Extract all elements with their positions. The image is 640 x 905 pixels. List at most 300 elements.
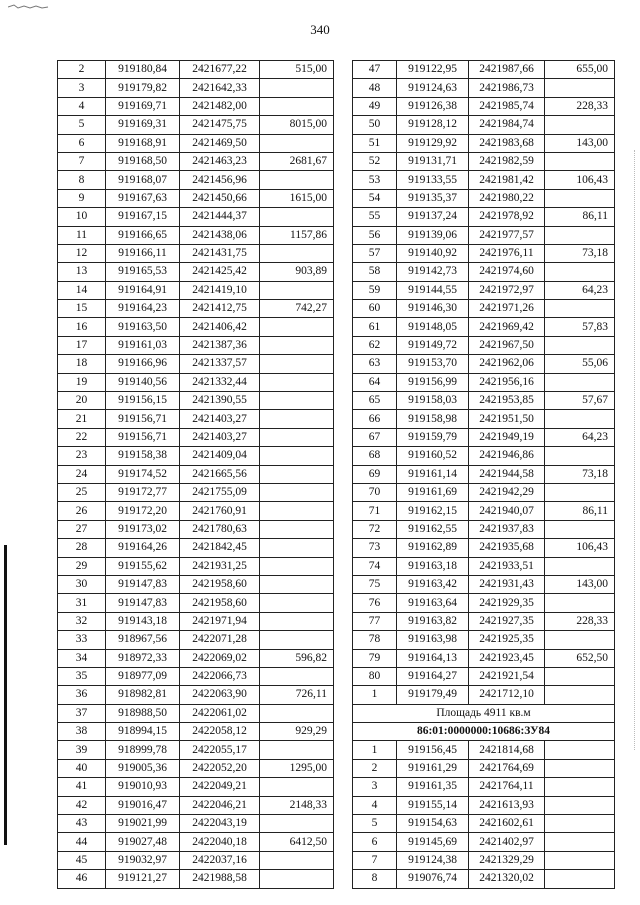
distance xyxy=(260,355,334,373)
point-number: 50 xyxy=(353,116,397,134)
point-number: 8 xyxy=(58,171,106,189)
point-number: 66 xyxy=(353,410,397,428)
coord-y: 2421923,45 xyxy=(469,649,545,667)
distance: 73,18 xyxy=(545,465,615,483)
coord-x: 919172,20 xyxy=(106,502,180,520)
coord-y: 2421967,50 xyxy=(469,336,545,354)
table-row xyxy=(58,152,334,170)
table-row xyxy=(58,116,334,134)
distance xyxy=(545,336,615,354)
coord-x: 919154,63 xyxy=(397,815,469,833)
distance: 1615,00 xyxy=(260,189,334,207)
point-number: 34 xyxy=(58,649,106,667)
coord-y: 2421933,51 xyxy=(469,557,545,575)
point-number: 3 xyxy=(58,79,106,97)
distance xyxy=(260,428,334,446)
coord-y: 2421475,75 xyxy=(180,116,260,134)
coord-x: 919005,36 xyxy=(106,759,180,777)
point-number: 6 xyxy=(58,134,106,152)
table-row xyxy=(353,833,615,851)
coord-x: 919021,99 xyxy=(106,815,180,833)
point-number: 33 xyxy=(58,631,106,649)
point-number: 5 xyxy=(58,116,106,134)
table-row xyxy=(58,612,334,630)
coord-x: 919161,35 xyxy=(397,778,469,796)
distance: 652,50 xyxy=(545,649,615,667)
coord-x: 919155,62 xyxy=(106,557,180,575)
distance xyxy=(545,226,615,244)
distance xyxy=(260,539,334,557)
coord-y: 2422069,02 xyxy=(180,649,260,667)
point-number: 24 xyxy=(58,465,106,483)
coord-x: 919133,55 xyxy=(397,171,469,189)
table-row xyxy=(353,410,615,428)
distance xyxy=(545,79,615,97)
distance: 1157,86 xyxy=(260,226,334,244)
point-number: 1 xyxy=(353,686,397,704)
table-row xyxy=(58,373,334,391)
coord-y: 2421402,97 xyxy=(469,833,545,851)
coord-x: 919076,74 xyxy=(397,870,469,888)
point-number: 63 xyxy=(353,355,397,373)
table-row xyxy=(58,796,334,814)
distance xyxy=(260,594,334,612)
coord-y: 2421958,60 xyxy=(180,594,260,612)
distance: 6412,50 xyxy=(260,833,334,851)
coord-x: 919147,83 xyxy=(106,575,180,593)
coord-y: 2421983,68 xyxy=(469,134,545,152)
point-number: 37 xyxy=(58,704,106,722)
table-row xyxy=(353,392,615,410)
page-number: 340 xyxy=(310,22,330,37)
coord-x: 919146,30 xyxy=(397,300,469,318)
point-number: 29 xyxy=(58,557,106,575)
coord-y: 2421969,42 xyxy=(469,318,545,336)
point-number: 51 xyxy=(353,134,397,152)
coord-x: 919144,55 xyxy=(397,281,469,299)
table-row xyxy=(353,134,615,152)
distance xyxy=(545,152,615,170)
distance xyxy=(545,116,615,134)
distance xyxy=(545,410,615,428)
distance: 742,27 xyxy=(260,300,334,318)
area-label: Площадь 4911 кв.м xyxy=(353,704,615,722)
table-row xyxy=(353,428,615,446)
coord-y: 2422071,28 xyxy=(180,631,260,649)
coord-y: 2422052,20 xyxy=(180,759,260,777)
coord-x: 919163,50 xyxy=(106,318,180,336)
coordinates-table-right xyxy=(352,60,615,889)
coord-x: 918977,09 xyxy=(106,667,180,685)
table-row xyxy=(58,833,334,851)
coord-y: 2421956,16 xyxy=(469,373,545,391)
coord-x: 919153,70 xyxy=(397,355,469,373)
distance xyxy=(260,465,334,483)
coord-y: 2421921,54 xyxy=(469,667,545,685)
point-number: 36 xyxy=(58,686,106,704)
table-row xyxy=(58,778,334,796)
coord-x: 919027,48 xyxy=(106,833,180,851)
coord-y: 2421946,86 xyxy=(469,447,545,465)
scan-margin-bar xyxy=(4,545,7,845)
coord-y: 2421419,10 xyxy=(180,281,260,299)
point-number: 47 xyxy=(353,61,397,79)
coord-x: 918967,56 xyxy=(106,631,180,649)
point-number: 57 xyxy=(353,244,397,262)
coord-y: 2421931,43 xyxy=(469,575,545,593)
table-row xyxy=(353,483,615,501)
coord-y: 2421981,42 xyxy=(469,171,545,189)
point-number: 77 xyxy=(353,612,397,630)
coord-y: 2421431,75 xyxy=(180,244,260,262)
distance xyxy=(545,667,615,685)
point-number: 46 xyxy=(58,870,106,888)
table-row xyxy=(58,686,334,704)
table-row xyxy=(353,594,615,612)
coord-y: 2421320,02 xyxy=(469,870,545,888)
distance: 1295,00 xyxy=(260,759,334,777)
coord-y: 2421944,58 xyxy=(469,465,545,483)
distance: 86,11 xyxy=(545,208,615,226)
coord-y: 2421760,91 xyxy=(180,502,260,520)
coord-x: 919167,63 xyxy=(106,189,180,207)
point-number: 60 xyxy=(353,300,397,318)
coord-x: 919122,95 xyxy=(397,61,469,79)
table-row xyxy=(58,557,334,575)
point-number: 15 xyxy=(58,300,106,318)
point-number: 48 xyxy=(353,79,397,97)
coord-x: 919139,06 xyxy=(397,226,469,244)
distance xyxy=(260,557,334,575)
coord-y: 2421469,50 xyxy=(180,134,260,152)
distance xyxy=(260,171,334,189)
coord-y: 2422049,21 xyxy=(180,778,260,796)
distance xyxy=(260,392,334,410)
distance: 64,23 xyxy=(545,428,615,446)
point-number: 79 xyxy=(353,649,397,667)
distance xyxy=(260,870,334,888)
table-row xyxy=(58,263,334,281)
distance xyxy=(260,704,334,722)
distance: 515,00 xyxy=(260,61,334,79)
coord-y: 2422037,16 xyxy=(180,851,260,869)
distance: 596,82 xyxy=(260,649,334,667)
table-row xyxy=(353,649,615,667)
distance xyxy=(260,97,334,115)
coord-y: 2421842,45 xyxy=(180,539,260,557)
distance: 929,29 xyxy=(260,723,334,741)
point-number: 31 xyxy=(58,594,106,612)
distance xyxy=(260,447,334,465)
point-number: 41 xyxy=(58,778,106,796)
table-row xyxy=(58,649,334,667)
coord-y: 2421337,57 xyxy=(180,355,260,373)
coord-x: 919131,71 xyxy=(397,152,469,170)
table-row xyxy=(353,612,615,630)
point-number: 52 xyxy=(353,152,397,170)
table-row xyxy=(353,152,615,170)
point-number: 62 xyxy=(353,336,397,354)
point-number: 43 xyxy=(58,815,106,833)
coord-x: 919137,24 xyxy=(397,208,469,226)
table-row xyxy=(58,318,334,336)
point-number: 25 xyxy=(58,483,106,501)
coord-y: 2421814,68 xyxy=(469,741,545,759)
point-number: 20 xyxy=(58,392,106,410)
area-row xyxy=(353,704,615,722)
point-number: 68 xyxy=(353,447,397,465)
coord-y: 2421974,60 xyxy=(469,263,545,281)
point-number: 2 xyxy=(58,61,106,79)
table-row xyxy=(58,244,334,262)
coord-x: 919163,64 xyxy=(397,594,469,612)
point-number: 3 xyxy=(353,778,397,796)
table-row xyxy=(353,97,615,115)
point-number: 2 xyxy=(353,759,397,777)
point-number: 22 xyxy=(58,428,106,446)
table-row xyxy=(353,263,615,281)
point-number: 13 xyxy=(58,263,106,281)
point-number: 21 xyxy=(58,410,106,428)
coord-x: 919169,31 xyxy=(106,116,180,134)
point-number: 11 xyxy=(58,226,106,244)
table-row xyxy=(58,189,334,207)
coord-x: 919164,27 xyxy=(397,667,469,685)
coord-x: 919143,18 xyxy=(106,612,180,630)
coord-y: 2421937,83 xyxy=(469,520,545,538)
table-row xyxy=(58,300,334,318)
distance xyxy=(260,502,334,520)
coord-x: 919155,14 xyxy=(397,796,469,814)
coord-x: 919164,23 xyxy=(106,300,180,318)
coord-y: 2421972,97 xyxy=(469,281,545,299)
point-number: 44 xyxy=(58,833,106,851)
table-row xyxy=(353,778,615,796)
coord-y: 2422058,12 xyxy=(180,723,260,741)
table-row xyxy=(58,520,334,538)
coord-x: 919169,71 xyxy=(106,97,180,115)
table-row xyxy=(58,851,334,869)
coord-x: 919162,89 xyxy=(397,539,469,557)
coord-x: 919166,96 xyxy=(106,355,180,373)
table-row xyxy=(58,502,334,520)
coord-x: 918999,78 xyxy=(106,741,180,759)
point-number: 74 xyxy=(353,557,397,575)
point-number: 30 xyxy=(58,575,106,593)
table-row xyxy=(58,171,334,189)
distance xyxy=(545,594,615,612)
coord-x: 919135,37 xyxy=(397,189,469,207)
coord-x: 919164,13 xyxy=(397,649,469,667)
point-number: 78 xyxy=(353,631,397,649)
coord-x: 919179,82 xyxy=(106,79,180,97)
coord-x: 919124,38 xyxy=(397,851,469,869)
distance xyxy=(260,373,334,391)
coord-x: 919162,15 xyxy=(397,502,469,520)
table-row xyxy=(353,667,615,685)
distance: 143,00 xyxy=(545,134,615,152)
distance xyxy=(545,833,615,851)
coord-x: 919173,02 xyxy=(106,520,180,538)
coord-x: 919158,38 xyxy=(106,447,180,465)
distance xyxy=(260,667,334,685)
coord-x: 919167,15 xyxy=(106,208,180,226)
coord-y: 2421780,63 xyxy=(180,520,260,538)
distance: 106,43 xyxy=(545,171,615,189)
point-number: 7 xyxy=(58,152,106,170)
table-row xyxy=(353,300,615,318)
coord-y: 2421985,74 xyxy=(469,97,545,115)
distance xyxy=(260,244,334,262)
table-row xyxy=(353,759,615,777)
distance xyxy=(545,778,615,796)
distance: 55,06 xyxy=(545,355,615,373)
table-row xyxy=(353,189,615,207)
table-row xyxy=(353,373,615,391)
distance xyxy=(260,410,334,428)
point-number: 4 xyxy=(58,97,106,115)
coord-x: 919156,45 xyxy=(397,741,469,759)
coord-y: 2421987,66 xyxy=(469,61,545,79)
distance xyxy=(545,557,615,575)
point-number: 42 xyxy=(58,796,106,814)
coord-x: 919142,73 xyxy=(397,263,469,281)
point-number: 17 xyxy=(58,336,106,354)
table-row xyxy=(58,575,334,593)
coord-y: 2421977,57 xyxy=(469,226,545,244)
coord-y: 2421332,44 xyxy=(180,373,260,391)
coord-x: 919168,91 xyxy=(106,134,180,152)
distance xyxy=(545,263,615,281)
coord-y: 2421942,29 xyxy=(469,483,545,501)
table-row xyxy=(58,631,334,649)
coord-x: 919168,07 xyxy=(106,171,180,189)
distance: 903,89 xyxy=(260,263,334,281)
coord-x: 919163,42 xyxy=(397,575,469,593)
distance: 143,00 xyxy=(545,575,615,593)
table-row xyxy=(58,447,334,465)
table-row xyxy=(353,447,615,465)
coord-x: 919032,97 xyxy=(106,851,180,869)
distance: 8015,00 xyxy=(260,116,334,134)
point-number: 12 xyxy=(58,244,106,262)
distance xyxy=(545,759,615,777)
coord-x: 919179,49 xyxy=(397,686,469,704)
point-number: 39 xyxy=(58,741,106,759)
distance xyxy=(545,300,615,318)
coord-y: 2421940,07 xyxy=(469,502,545,520)
coord-y: 2422043,19 xyxy=(180,815,260,833)
coord-y: 2421463,23 xyxy=(180,152,260,170)
cadastral-label: 86:01:0000000:10686:ЗУ84 xyxy=(353,723,615,741)
point-number: 16 xyxy=(58,318,106,336)
coord-y: 2421958,60 xyxy=(180,575,260,593)
distance xyxy=(260,575,334,593)
distance xyxy=(260,134,334,152)
distance xyxy=(260,815,334,833)
coord-y: 2422040,18 xyxy=(180,833,260,851)
table-row xyxy=(58,667,334,685)
distance xyxy=(260,851,334,869)
coord-y: 2421665,56 xyxy=(180,465,260,483)
coord-x: 919156,99 xyxy=(397,373,469,391)
distance xyxy=(545,851,615,869)
point-number: 73 xyxy=(353,539,397,557)
table-row xyxy=(353,318,615,336)
coord-y: 2421403,27 xyxy=(180,428,260,446)
distance: 57,83 xyxy=(545,318,615,336)
table-row xyxy=(58,483,334,501)
coord-x: 919147,83 xyxy=(106,594,180,612)
coord-y: 2421450,66 xyxy=(180,189,260,207)
coord-x: 919165,53 xyxy=(106,263,180,281)
coord-y: 2421482,00 xyxy=(180,97,260,115)
distance xyxy=(545,189,615,207)
coord-x: 919128,12 xyxy=(397,116,469,134)
point-number: 28 xyxy=(58,539,106,557)
coord-x: 919166,65 xyxy=(106,226,180,244)
coord-y: 2421764,69 xyxy=(469,759,545,777)
point-number: 14 xyxy=(58,281,106,299)
coord-y: 2421677,22 xyxy=(180,61,260,79)
point-number: 40 xyxy=(58,759,106,777)
coord-y: 2421390,55 xyxy=(180,392,260,410)
table-row xyxy=(58,870,334,888)
distance xyxy=(545,686,615,704)
coord-y: 2421976,11 xyxy=(469,244,545,262)
coord-y: 2421764,11 xyxy=(469,778,545,796)
coord-y: 2421403,27 xyxy=(180,410,260,428)
table-row xyxy=(353,208,615,226)
coord-y: 2421982,59 xyxy=(469,152,545,170)
table-row xyxy=(58,336,334,354)
distance xyxy=(260,631,334,649)
coord-x: 919159,79 xyxy=(397,428,469,446)
distance xyxy=(545,815,615,833)
distance xyxy=(260,612,334,630)
table-row xyxy=(353,520,615,538)
coord-y: 2421456,96 xyxy=(180,171,260,189)
point-number: 45 xyxy=(58,851,106,869)
coord-x: 919158,03 xyxy=(397,392,469,410)
table-row xyxy=(58,226,334,244)
coord-y: 2421929,35 xyxy=(469,594,545,612)
coord-y: 2421712,10 xyxy=(469,686,545,704)
coord-x: 919168,50 xyxy=(106,152,180,170)
coord-y: 2421642,33 xyxy=(180,79,260,97)
coord-y: 2421409,04 xyxy=(180,447,260,465)
coord-x: 919161,14 xyxy=(397,465,469,483)
point-number: 53 xyxy=(353,171,397,189)
table-row xyxy=(58,79,334,97)
coord-x: 918988,50 xyxy=(106,704,180,722)
coord-x: 919156,71 xyxy=(106,428,180,446)
table-row xyxy=(353,465,615,483)
coord-x: 919162,55 xyxy=(397,520,469,538)
scan-noise-mark xyxy=(8,4,68,10)
coord-y: 2422055,17 xyxy=(180,741,260,759)
table-row xyxy=(58,465,334,483)
coord-y: 2422061,02 xyxy=(180,704,260,722)
point-number: 6 xyxy=(353,833,397,851)
distance xyxy=(545,447,615,465)
table-row xyxy=(353,631,615,649)
point-number: 54 xyxy=(353,189,397,207)
table-row xyxy=(58,355,334,373)
table-row xyxy=(58,594,334,612)
point-number: 8 xyxy=(353,870,397,888)
distance xyxy=(545,631,615,649)
